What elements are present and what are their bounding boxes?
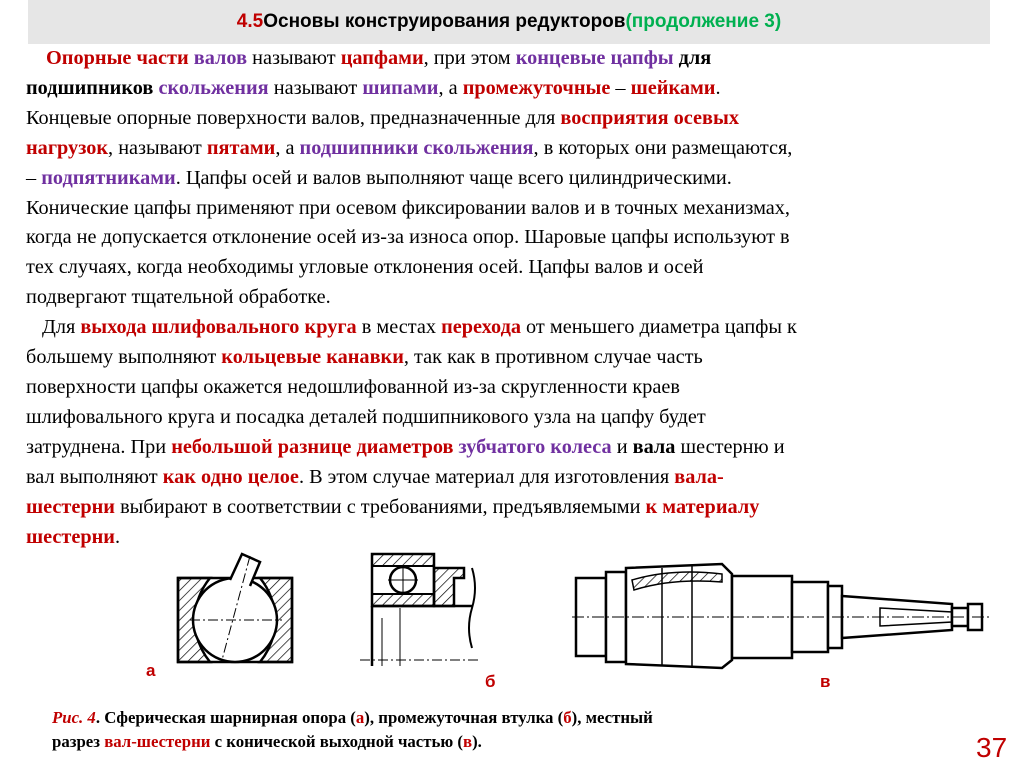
text-run: б [563,708,572,727]
text-run: как одно целое [162,465,299,488]
text-run: выхода шлифовального круга [80,316,357,339]
p1-line6: Конические цапфы применяют при осевом фиксировании валов и в точных механизмах, [26,196,791,219]
text-run: в местах [356,316,442,339]
caption-line1 [52,706,932,730]
text-run: вала [632,435,676,458]
caption-line2 [52,730,932,754]
text-run: . Сферическая шарнирная опора ( [95,708,356,727]
text-run: и [611,435,633,458]
text-run: . Цапфы осей и валов выполняют чаще всего цилиндрическими. [175,166,732,189]
text-run: вал выполняют [26,465,163,488]
p1-line5 [26,164,998,194]
text-run: шестерню и [675,435,785,458]
slide-title [28,0,990,44]
text-run: шипами [362,76,439,99]
text-run: восприятия осевых [560,106,739,129]
text-run: , при этом [423,47,516,69]
figure-b-intermediate-sleeve [360,548,485,674]
text-run: выбирают в соответствии с требованиями, предъявляемыми [115,495,646,518]
text-run: называют [268,76,363,99]
text-run: кольцевые канавки [221,346,404,369]
p2-line5 [26,433,998,463]
text-run: скольжения [158,76,269,99]
figure-label-b: б [485,672,496,691]
text-run: называют [247,47,341,69]
p2-line4: шлифовального круга и посадка деталей подшипникового узла на цапфу будет [26,405,706,428]
text-run: нагрузок [26,136,109,159]
text-run: . [715,76,721,99]
text-run: к материалу [645,495,760,518]
text-run: а [355,708,365,727]
title-number: 4.5 [236,11,264,32]
text-run: подшипников [26,76,154,99]
figure-label-a: а [146,661,156,680]
text-run: Опорные части [46,47,189,69]
text-run: , а [275,136,300,159]
p1-line4 [26,134,998,164]
text-run: вал-шестерни [104,732,211,751]
caption-line1-rest [96,708,653,727]
text-run: Для [42,316,81,339]
text-run: – [610,76,631,99]
text-run: большему выполняют [26,346,222,369]
p2-line3: поверхности цапфы окажется недошлифованной из-за скругленности краев [26,375,680,398]
text-run: , в которых они размещаются, [533,136,793,159]
text-run: вала- [674,465,724,488]
sleeve-section [434,568,464,606]
text-run: ), промежуточная втулка ( [364,708,564,727]
text-run: валов [193,47,248,69]
text-run: – [26,166,42,189]
text-run: концевые цапфы [515,47,674,69]
text-run: шейками [630,76,716,99]
text-run: промежуточные [462,76,611,99]
title-main: Основы конструирования редукторов [263,11,626,32]
text-run: затруднена. При [26,435,172,458]
p1-line3 [26,104,998,134]
text-run: , так как в противном случае часть [403,346,703,369]
text-run: ), местный [571,708,653,727]
text-run: Концевые опорные поверхности валов, предназначенные для [26,106,561,129]
p2-line6 [26,463,998,493]
p1-line1 [26,44,998,74]
p2-line8 [26,523,998,553]
p1-line2 [26,74,998,104]
figure-caption [52,706,932,754]
gear-teeth-section [626,564,732,668]
text-run: перехода [441,316,521,339]
figure-label-v: в [820,672,831,691]
text-run: для [673,47,712,69]
figure-a-spherical-support [170,550,300,672]
p2-line7 [26,493,998,523]
caption-prefix: Рис. 4 [52,708,96,727]
text-run: ). [472,732,482,751]
text-run: небольшой разнице диаметров [171,435,454,458]
body-text [26,44,998,552]
p1-line8: тех случаях, когда необходимы угловые отклонения осей. Цапфы валов и осей [26,256,704,279]
text-run: от меньшего диаметра цапфы к [520,316,797,339]
text-run: шестерни [26,525,115,548]
figure-v-shaft-pinion [572,560,992,672]
title-continued: (продолжение 3) [625,11,782,32]
p1-line9: подвергают тщательной обработке. [26,286,331,309]
text-run: с конической выходной частью ( [210,732,463,751]
p2-line2 [26,343,998,373]
text-run: цапфами [340,47,424,69]
text-run: , а [438,76,463,99]
text-run: . В этом случае материал для изготовления [298,465,675,488]
text-run: подшипники скольжения [299,136,534,159]
p1-line7: когда не допускается отклонение осей из-за износа опор. Шаровые цапфы используют в [26,226,790,249]
text-run: пятами [206,136,276,159]
text-run: в [462,732,473,751]
page-number: 37 [976,732,1008,763]
text-run: , называют [108,136,207,159]
text-run: разрез [52,732,105,751]
text-run: . [115,525,121,548]
text-run: подпятниками [41,166,176,189]
text-run: шестерни [26,495,115,518]
shaft-stub [230,554,260,586]
p2-line1 [26,313,998,343]
text-run: зубчатого колеса [458,435,612,458]
